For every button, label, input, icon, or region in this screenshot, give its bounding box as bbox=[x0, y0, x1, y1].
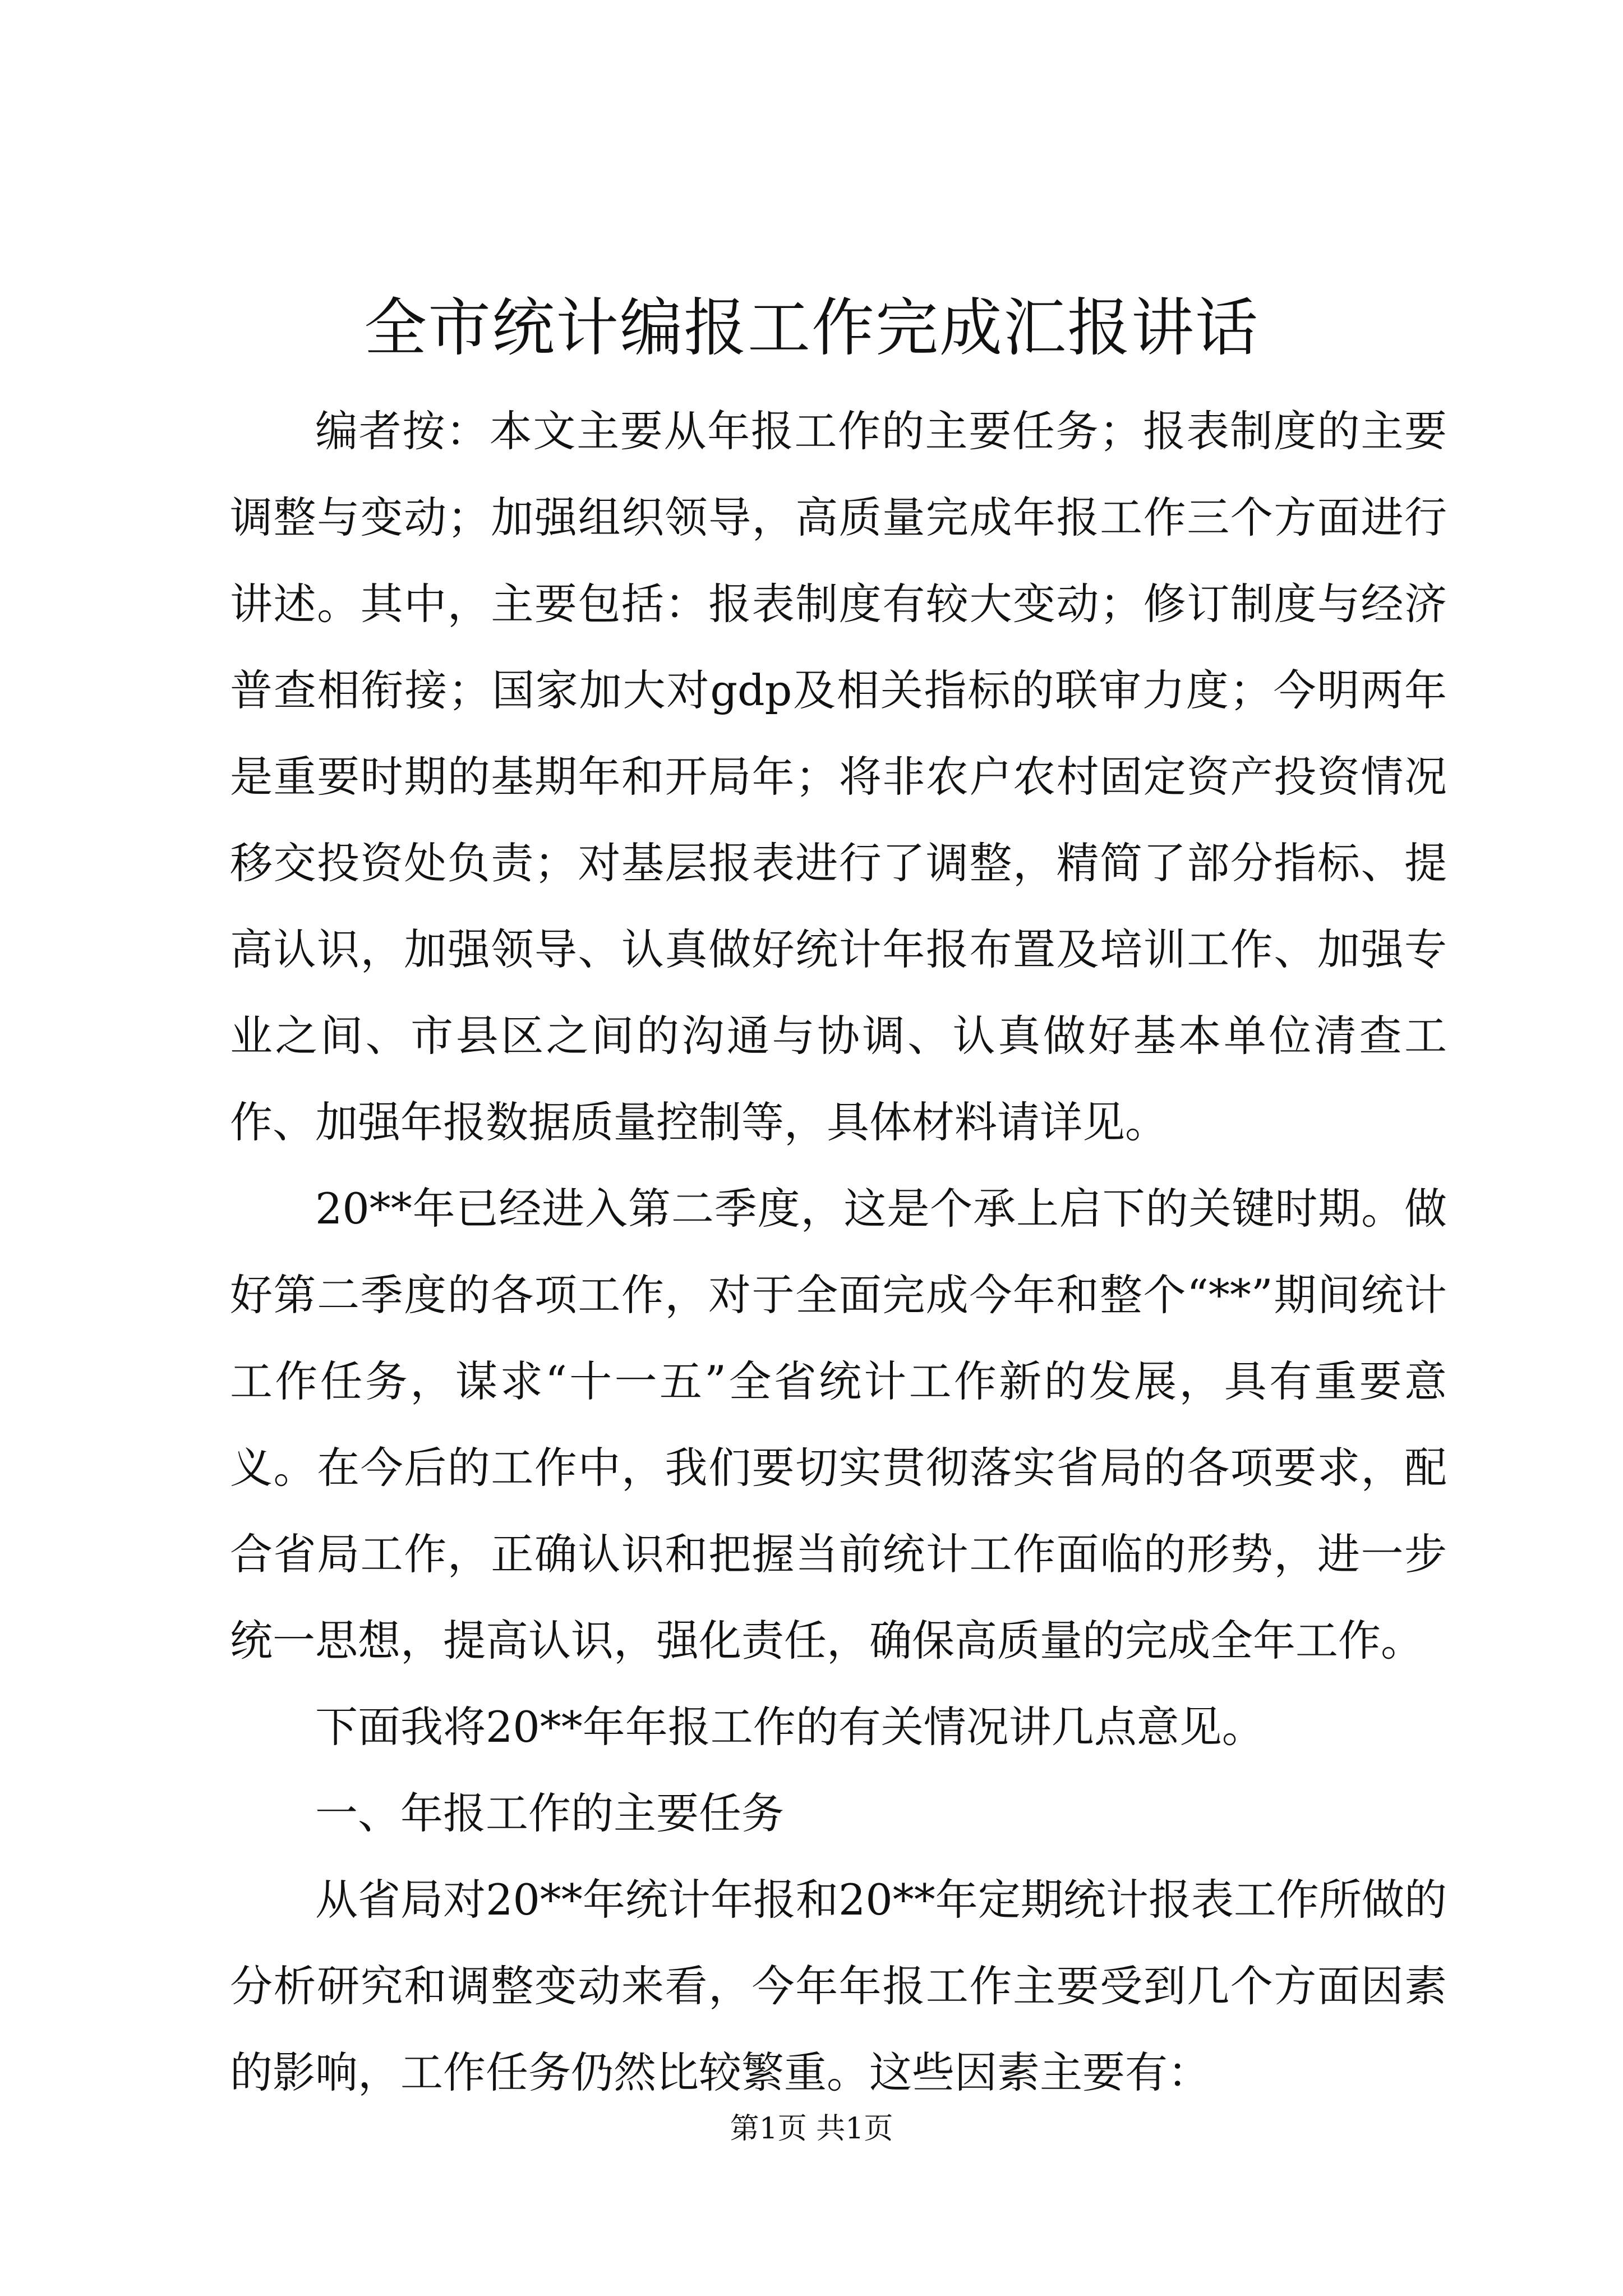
opinion-paragraph: 下面我将20**年年报工作的有关情况讲几点意见。 bbox=[315, 1702, 1265, 1752]
document-title: 全市统计编报工作完成汇报讲话 bbox=[364, 292, 1259, 365]
page-footer: 第1页 共1页 bbox=[730, 2112, 893, 2146]
intro-paragraph: 20**年已经进入第二季度，这是个承上启下的关键时期。做好第二季度的各项工作，对于全面完成今年和整个“**”期间统计工作任务，谋求“十一五”全省统计工作新的发展，具有重要意义。在今后的工作中，我们要切实贯彻落实省局的各项要求，配合省局工作，正确认识和把握当前统计工作面临的形势，进一步统一思想，提高认识，强化责任，确保高质量的完成全年工作。 bbox=[230, 1184, 1447, 1665]
section-1-paragraph: 从省局对20**年统计年报和20**年定期统计报表工作所做的分析研究和调整变动来看，今年年报工作主要受到几个方面因素的影响，工作任务仍然比较繁重。这些因素主要有： bbox=[230, 1875, 1447, 2097]
section-heading-1: 一、年报工作的主要任务 bbox=[315, 1788, 784, 1838]
editor-note-paragraph: 编者按：本文主要从年报工作的主要任务；报表制度的主要调整与变动；加强组织领导，高质量完成年报工作三个方面进行讲述。其中，主要包括：报表制度有较大变动；修订制度与经济普查相衔接；国家加大对gdp及相关指标的联审力度；今明两年是重要时期的基期年和开局年；将非农户农村固定资产投资情况移交投资处负责；对基层报表进行了调整，精简了部分指标、提高认识，加强领导、认真做好统计年报布置及培训工作、加强专业之间、市县区之间的沟通与协调、认真做好基本单位清查工作、加强年报数据质量控制等，具体材料请详见。 bbox=[230, 406, 1447, 1147]
document-body bbox=[230, 388, 1447, 2116]
